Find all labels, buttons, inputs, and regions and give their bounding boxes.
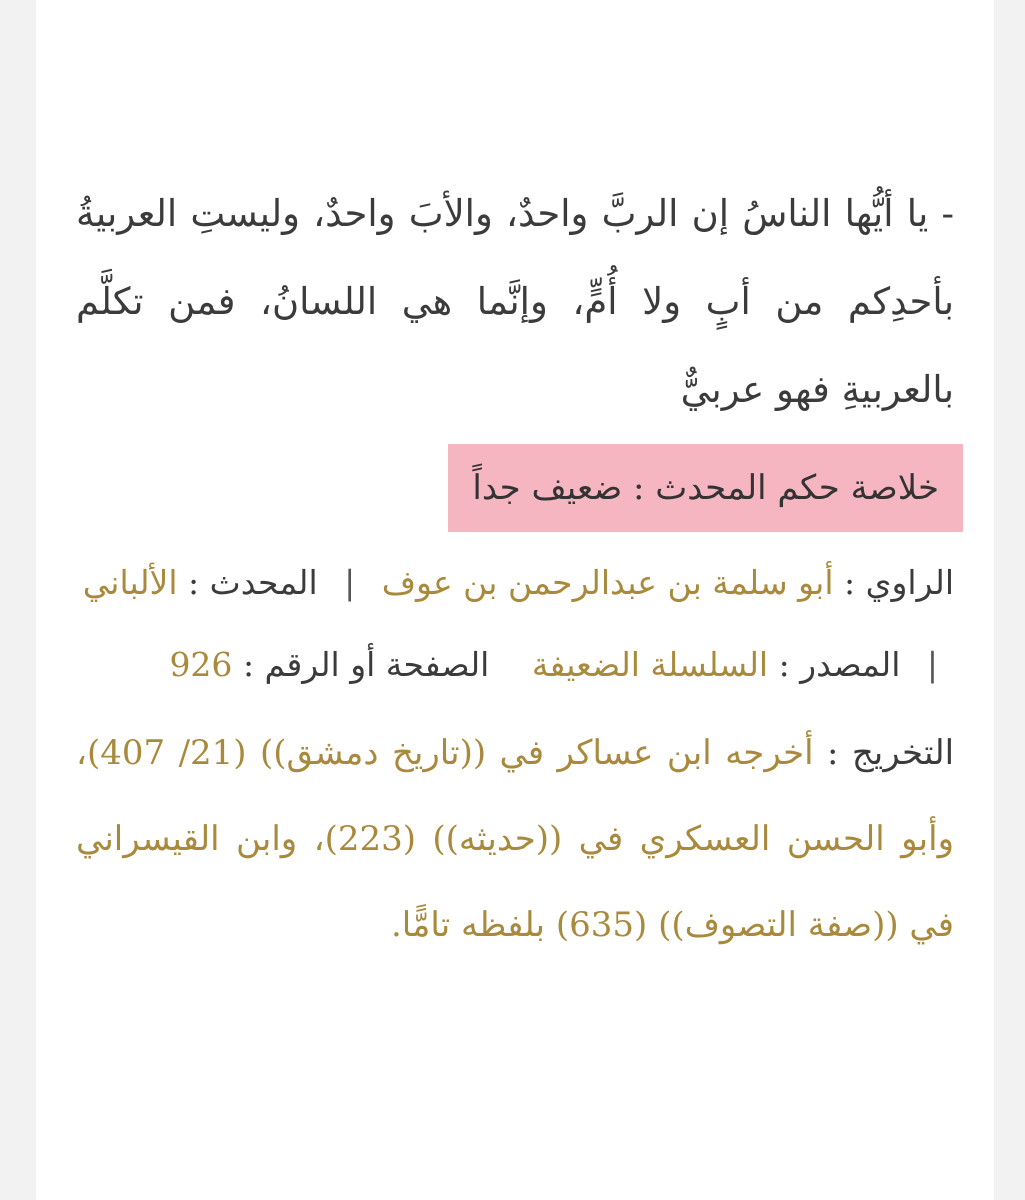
- narrator-value[interactable]: أبو سلمة بن عبدالرحمن بن عوف: [381, 563, 834, 602]
- muhaddith-value[interactable]: الألباني: [82, 563, 178, 602]
- page-value: 926: [169, 645, 233, 684]
- page-card: [36, 0, 994, 1200]
- separator: |: [926, 645, 938, 684]
- takhrij-block: [76, 710, 954, 968]
- takhrij-text: أخرجه ابن عساكر في ((تاريخ دمشق)) (21/ 407)، وأبو الحسن العسكري في ((حديثه)) (223)، وابن القيسراني في ((صفة التصوف)) (635) بلفظه تامًّا.: [76, 733, 954, 945]
- hadith-meta: [76, 542, 954, 706]
- separator: |: [344, 563, 356, 602]
- verdict-badge: خلاصة حكم المحدث : ضعيف جداً: [448, 444, 963, 532]
- source-value[interactable]: السلسلة الضعيفة: [531, 645, 769, 684]
- page-label: الصفحة أو الرقم :: [242, 645, 490, 684]
- takhrij-label: التخريج :: [826, 733, 955, 773]
- hadith-content: [76, 170, 954, 968]
- narrator-label: الراوي :: [844, 563, 954, 602]
- source-label: المصدر :: [778, 645, 901, 684]
- separator-space: [489, 645, 521, 684]
- hadith-text: - يا أيُّها الناسُ إن الربَّ واحدٌ، والأبَ واحدٌ، وليستِ العربيةُ بأحدِكم من أبٍ ولا أُمٍّ، وإنَّما هي اللسانُ، فمن تكلَّم بالعربيةِ فهو عربيٌّ: [76, 192, 954, 411]
- verdict-row: [76, 444, 954, 534]
- muhaddith-label: المحدث :: [188, 563, 318, 602]
